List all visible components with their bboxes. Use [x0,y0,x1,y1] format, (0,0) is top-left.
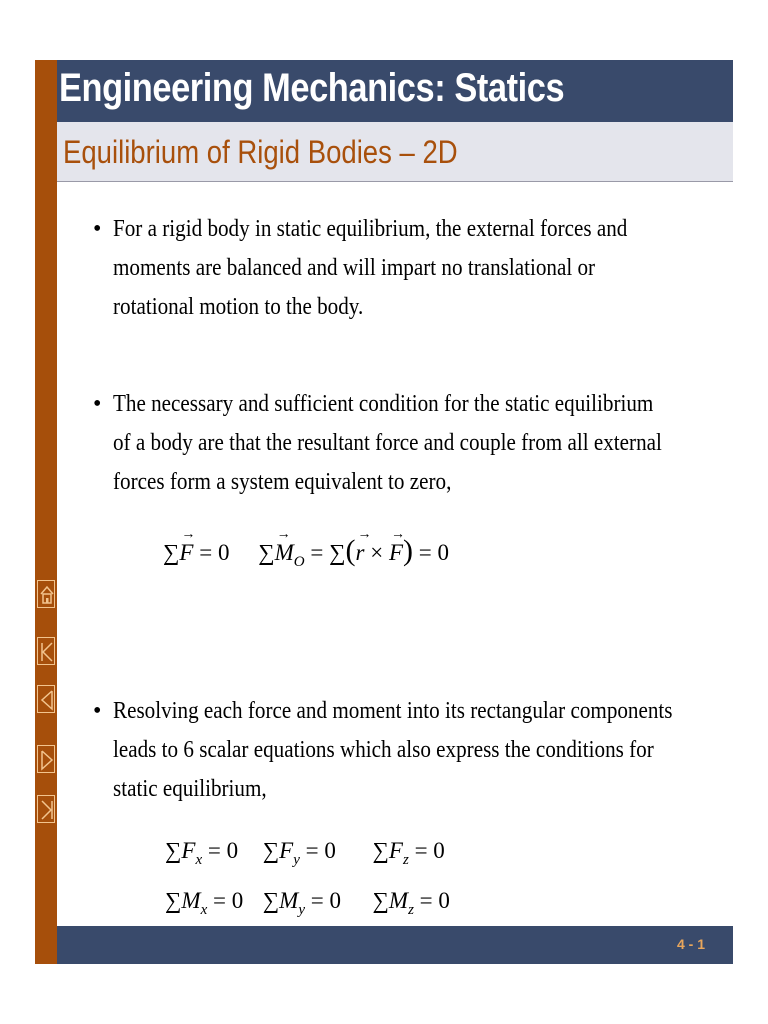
equation-term [165,888,257,919]
subscript: z [402,852,409,868]
sum-symbol: ∑ [163,540,180,565]
equals-sum: = ∑ [304,540,346,565]
next-slide-icon [38,746,56,774]
slide-content [57,182,733,926]
equation-term [373,838,445,869]
bullet-item [93,385,673,502]
moment-vector: → M [275,540,294,566]
equation-term [373,888,450,919]
force-variable: F [279,838,294,863]
sum-symbol: ∑ [165,838,182,863]
home-icon [38,581,56,609]
scalar-moment-equations [165,888,450,919]
equation-term [263,888,367,919]
equals: = 0 [299,838,336,863]
first-slide-icon [38,638,56,666]
subscript: x [195,852,203,868]
page-number: 4 - 1 [676,936,705,952]
subscript: z [408,902,414,918]
vector-equilibrium-equation [163,534,449,571]
bullet-text: For a rigid body in static equilibrium, the external forces and moments are balanced and will impart no translational or rotational motion to the body. [113,216,628,320]
moment-variable: M [388,888,409,913]
page-title: Engineering Mechanics: Statics [59,66,565,110]
equals: = 0 [193,540,230,565]
cross-symbol: × [364,540,389,565]
force-variable: F [388,838,403,863]
equals: = 0 [413,888,450,913]
equals: = 0 [408,838,445,863]
right-paren: ) [403,534,413,567]
next-slide-button[interactable] [37,745,55,773]
page-subtitle: Equilibrium of Rigid Bodies – 2D [63,134,458,170]
force-vector: → F [179,540,193,566]
position-vector: → r [356,540,365,566]
title-bar [57,60,733,122]
bullet-marker: • [93,216,102,242]
subscript: y [293,852,300,868]
previous-slide-button[interactable] [37,685,55,713]
equals: = 0 [413,540,449,565]
equation-term [263,838,367,869]
sum-symbol: ∑ [165,888,182,913]
scalar-force-equations [165,838,445,869]
sidebar [35,60,57,964]
subtitle-bar [57,122,733,182]
moment-variable: M [279,888,299,913]
home-button[interactable] [37,580,55,608]
sum-symbol: ∑ [372,888,389,913]
equals: = 0 [207,888,244,913]
footer-bar [57,926,733,964]
slide [35,60,733,964]
last-slide-button[interactable] [37,795,55,823]
sum-symbol: ∑ [372,838,389,863]
bullet-marker: • [93,391,102,417]
previous-slide-icon [38,686,56,714]
force-variable: F [181,838,196,863]
equals: = 0 [305,888,341,913]
bullet-marker: • [93,698,102,724]
equation-term [165,838,257,869]
left-paren: ( [345,534,356,567]
sum-symbol: ∑ [258,540,275,565]
sum-symbol: ∑ [262,888,280,913]
force-vector: → F [389,540,403,566]
bullet-item [93,692,673,809]
subscript: x [200,902,208,918]
bullet-item [93,210,673,327]
last-slide-icon [38,796,56,824]
bullet-text: The necessary and sufficient condition for the static equilibrium of a body are that the resultant force and couple from all external forces form a system equivalent to zero, [113,391,662,495]
subscript-o: O [293,554,305,570]
moment-variable: M [181,888,201,913]
bullet-text: Resolving each force and moment into its rectangular components leads to 6 scalar equations which also express the conditions for static equilibrium, [113,698,673,802]
subscript: y [298,902,305,918]
first-slide-button[interactable] [37,637,55,665]
sum-symbol: ∑ [262,838,280,863]
equals: = 0 [202,838,239,863]
